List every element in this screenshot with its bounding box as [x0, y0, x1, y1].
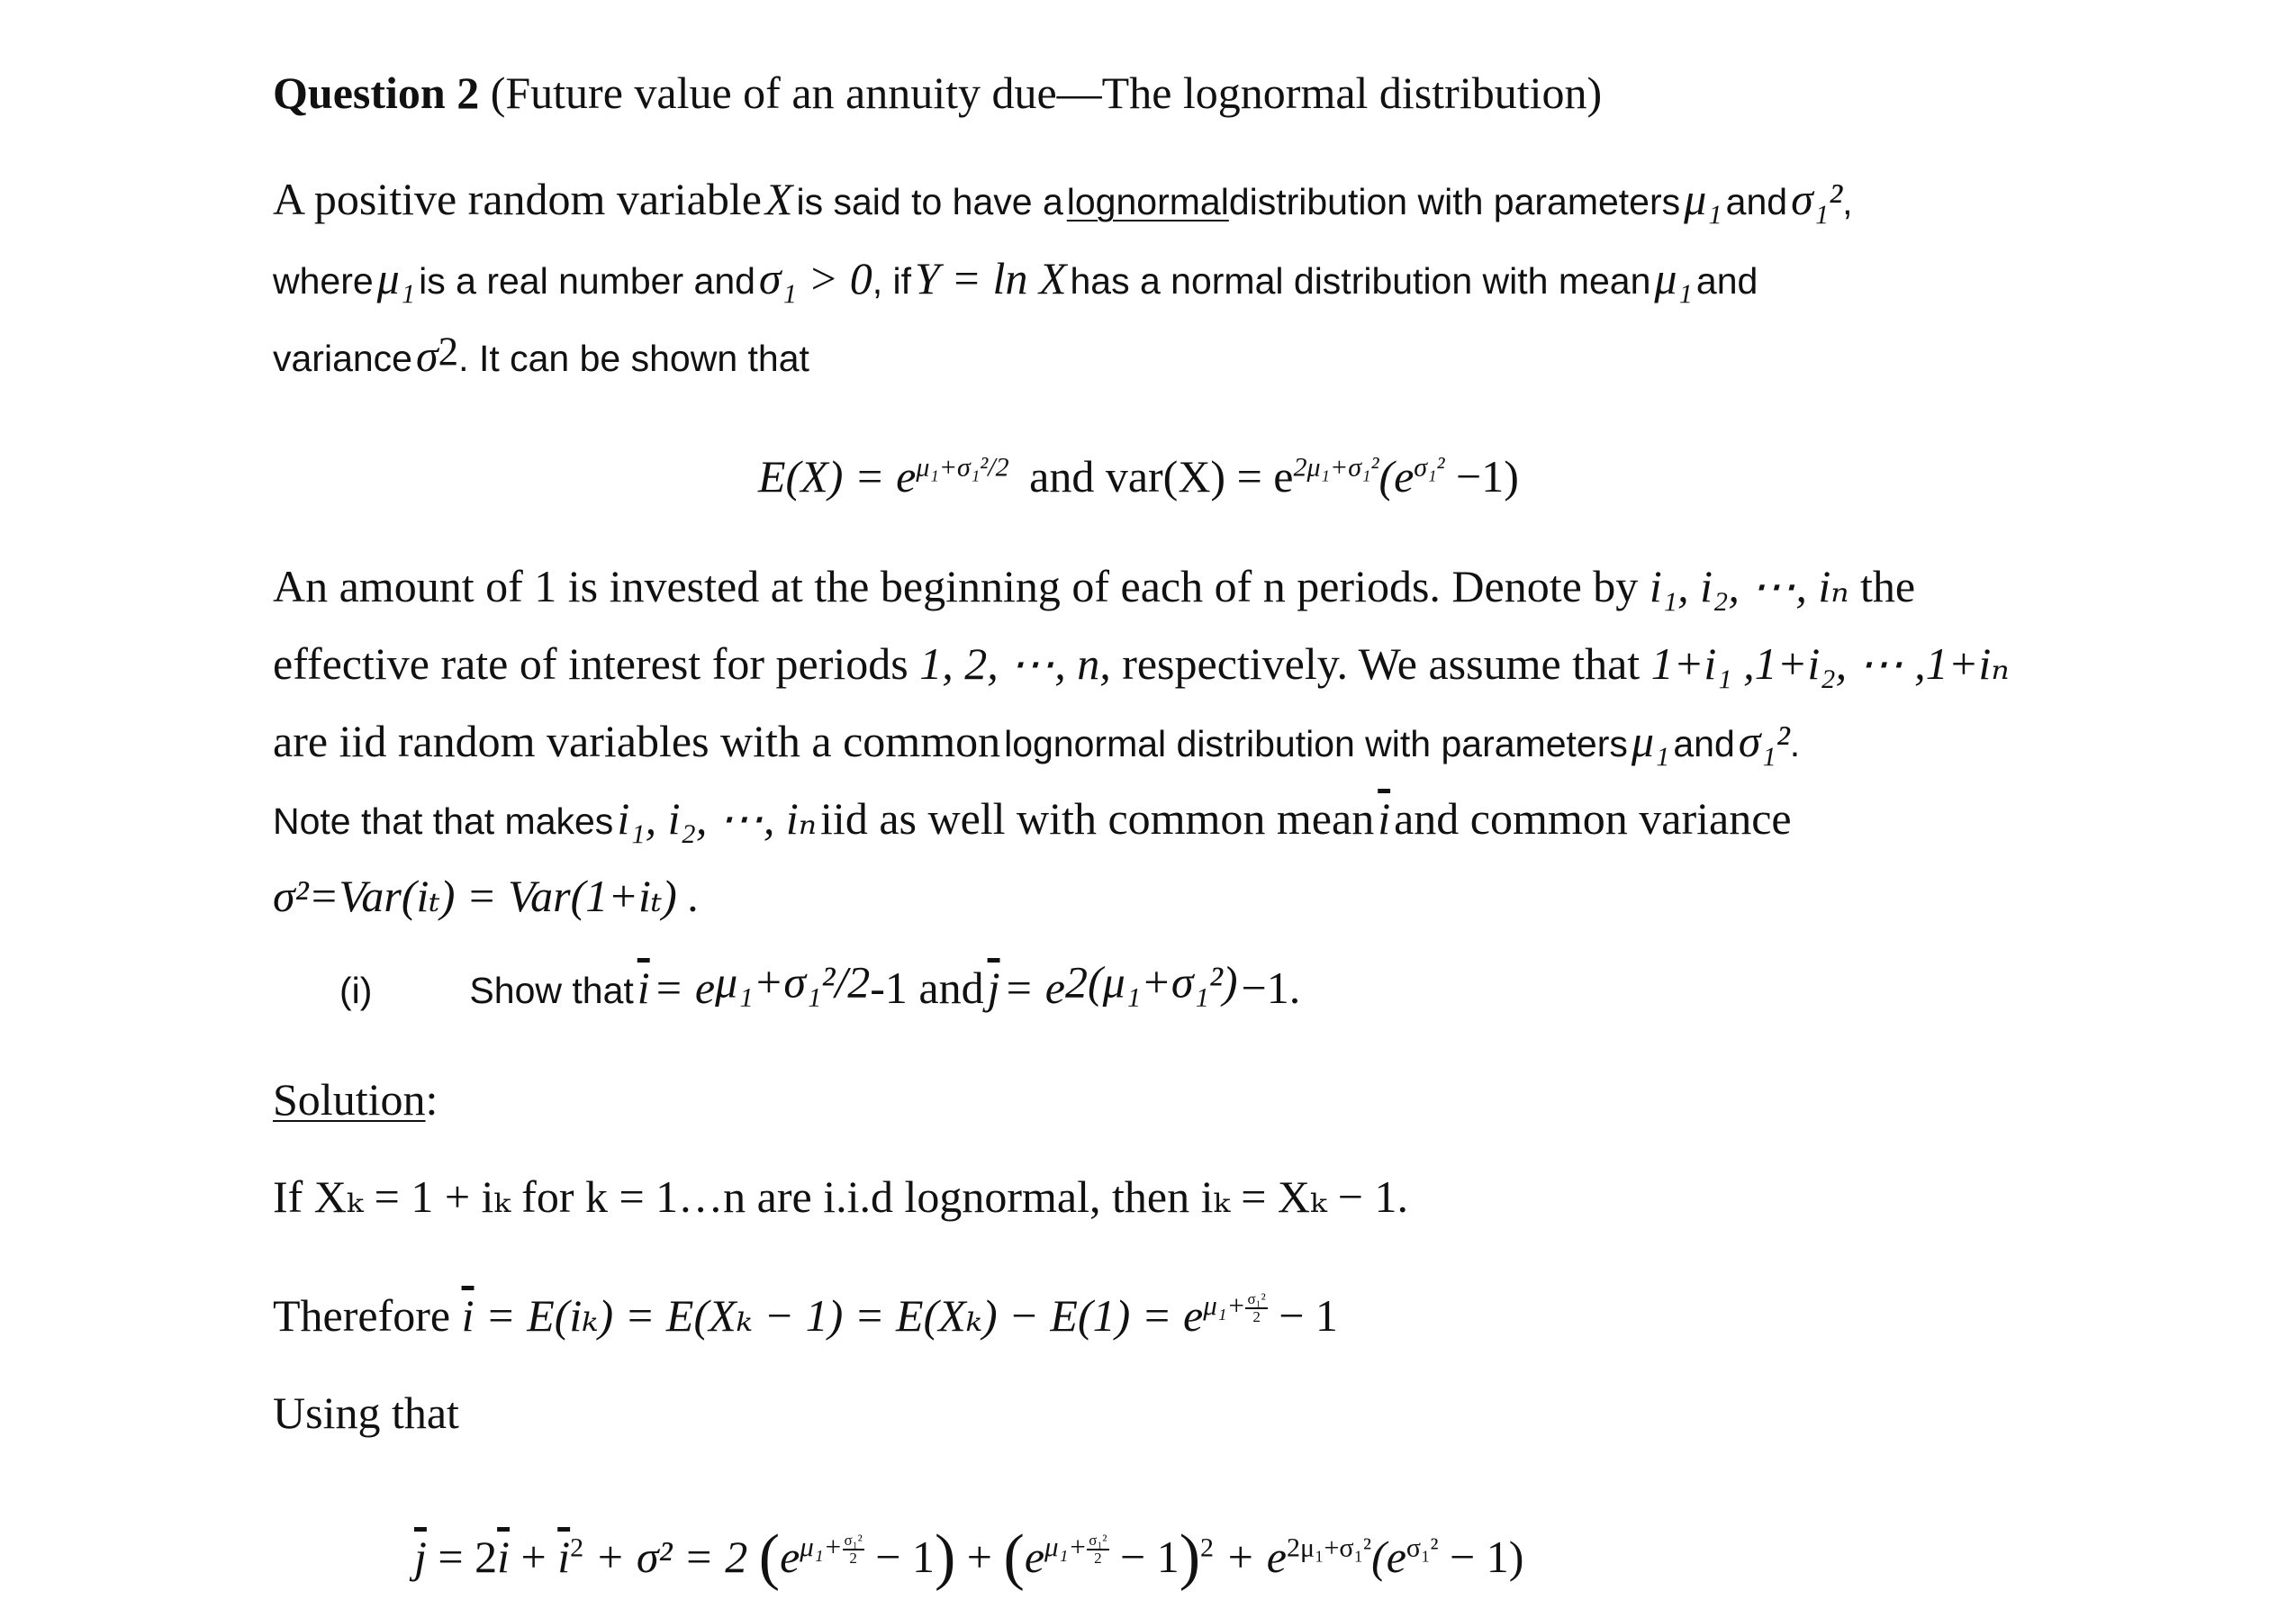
math-sigma1-squared: σ₁²	[1791, 174, 1843, 224]
text: ,	[1842, 181, 1853, 222]
text: variance	[273, 338, 412, 379]
math-sigma1-squared: σ₁²	[1738, 716, 1790, 766]
math-interest-sequence: i₁, i₂, ⋯, iₙ	[1649, 561, 1849, 611]
paragraph-6	[273, 715, 1800, 767]
text: An amount of 1 is invested at the beginning of each of n periods. Denote by	[273, 561, 1639, 611]
question-title: (Future value of an annuity due—The lognormal distribution)	[490, 68, 1603, 118]
text: Note that that makes	[273, 800, 614, 842]
math-e: e	[780, 1532, 800, 1582]
paren-open: (	[1003, 1523, 1025, 1592]
paren-close: )	[1179, 1523, 1201, 1592]
question-number: Question 2	[273, 68, 480, 118]
text: +	[520, 1532, 547, 1582]
formula-tail: (e	[1379, 451, 1415, 502]
solution-line-1	[273, 1171, 1408, 1223]
solution-line-2	[273, 1289, 1338, 1342]
fraction-denominator: 2	[1252, 1308, 1261, 1326]
text: − 1	[875, 1532, 935, 1582]
text: distribution with parameters	[1228, 181, 1681, 222]
math-exponent	[1044, 1531, 1109, 1568]
math-fraction	[843, 1532, 864, 1567]
fraction-numerator: σ₁²	[1089, 1532, 1107, 1550]
text: − 1	[1279, 1290, 1338, 1341]
solution-label: Solution	[273, 1074, 426, 1125]
math-expectation-chain: = E(iₖ) = E(Xₖ − 1) = E(Xₖ) − E(1) = e	[484, 1290, 1204, 1341]
solution-line-4-j-bar	[414, 1522, 1523, 1594]
item-label: (i)	[339, 970, 373, 1011]
fraction-numerator: σ₁²	[1247, 1290, 1266, 1308]
text: has a normal distribution with mean	[1070, 260, 1651, 302]
formula-mean-variance	[758, 450, 1519, 502]
math-exponent	[1203, 1289, 1268, 1326]
question-heading	[273, 67, 1602, 119]
lognormal-link[interactable]: lognormal	[1066, 181, 1229, 222]
text: −1.	[1241, 963, 1301, 1013]
solution-line-3	[273, 1387, 459, 1439]
fraction-numerator: σ₁²	[844, 1532, 863, 1550]
formula-exponent: 2μ₁+σ₁²	[1293, 452, 1379, 483]
math-tail: + e	[1225, 1532, 1287, 1582]
text: Therefore	[273, 1290, 451, 1341]
math-exponent-mu: μ₁+	[1203, 1289, 1246, 1322]
math-sigma: σ	[415, 330, 438, 381]
math-periods: 1, 2, ⋯, n,	[919, 638, 1111, 689]
text: = 2	[438, 1532, 498, 1582]
math-exponent-mu: μ₁+	[800, 1531, 843, 1563]
math-x: X	[764, 174, 793, 224]
math-j-bar: $\overline{j}$	[987, 963, 1000, 1013]
text: is said to have a	[796, 181, 1063, 222]
formula-rhs: var(X) = e	[1105, 451, 1294, 502]
item-i	[339, 956, 1301, 1014]
paragraph-2	[273, 252, 1758, 304]
math-superscript: 2	[438, 329, 459, 375]
text: , if	[872, 260, 911, 302]
math-exponent: σ₁²	[1406, 1532, 1439, 1563]
text: − 1	[1120, 1532, 1180, 1582]
fraction-denominator: 2	[849, 1550, 857, 1568]
text: respectively. We assume that	[1122, 638, 1641, 689]
text: and	[1673, 723, 1735, 764]
math-mu1: μ₁	[1684, 174, 1722, 224]
text: lognormal distribution with parameters	[1004, 723, 1628, 764]
text: + σ² = 2	[594, 1532, 748, 1582]
math-i-bar: $\overline{i}$	[1378, 793, 1391, 844]
math-superscript: 2	[570, 1532, 584, 1563]
text: where	[273, 260, 374, 302]
math-e: e	[1024, 1532, 1045, 1582]
math-j-bar: $\overline{j}$	[414, 1532, 427, 1582]
paren-close: )	[934, 1523, 956, 1592]
paragraph-8-variance-definition	[273, 870, 700, 922]
math-variance: σ²=Var(iₜ) = Var(1+iₜ) .	[273, 871, 700, 921]
text: :	[425, 1074, 438, 1125]
math-text: If Xₖ = 1 + iₖ for k = 1…n are i.i.d lognormal, then iₖ = Xₖ − 1.	[273, 1171, 1408, 1222]
math-growth-sequence: 1+i₁ ,1+i₂, ⋯ ,1+iₙ	[1650, 638, 2010, 689]
math-y-equals-ln-x: Y = ln X	[915, 253, 1067, 303]
fraction-denominator: 2	[1094, 1550, 1102, 1568]
math-tail: (e	[1371, 1532, 1406, 1582]
math-exponent: 2μ₁+σ₁²	[1286, 1532, 1372, 1563]
math-tail: − 1)	[1450, 1532, 1524, 1582]
math-equals-e: = e	[1003, 963, 1065, 1013]
formula-lhs: E(X) = e	[758, 451, 917, 502]
text: .	[1789, 723, 1801, 764]
math-equals-e: = e	[653, 963, 716, 1013]
math-i-bar: $\overline{i}$	[461, 1290, 475, 1341]
math-exponent: μ₁+σ₁²/2	[715, 956, 871, 1008]
math-mu1: μ₁	[1654, 253, 1693, 303]
paragraph-7	[273, 792, 1792, 845]
paragraph-5	[273, 637, 2010, 690]
text: -1 and	[870, 963, 984, 1013]
math-i-bar: $\overline{i}$	[497, 1532, 511, 1582]
paren-open: (	[758, 1523, 781, 1592]
math-mu1: μ₁	[376, 253, 416, 303]
paragraph-1	[273, 173, 1853, 225]
paragraph-3	[273, 330, 809, 382]
math-exponent: 2(μ₁+σ₁²)	[1064, 956, 1238, 1008]
math-fraction	[1087, 1532, 1108, 1567]
text: effective rate of interest for periods	[273, 638, 908, 689]
math-mu1: μ₁	[1631, 716, 1670, 766]
text: . It can be shown that	[458, 338, 809, 379]
text: Using that	[273, 1388, 459, 1438]
math-fraction	[1245, 1291, 1267, 1325]
math-superscript: 2	[1200, 1532, 1215, 1563]
text: the	[1860, 561, 1916, 611]
text: iid as well with common mean	[820, 793, 1375, 844]
text: and	[1725, 181, 1788, 222]
formula-exponent: σ₁²	[1414, 452, 1445, 483]
text: and	[1695, 260, 1758, 302]
text: A positive random variable	[273, 174, 762, 224]
text: Show that	[469, 970, 634, 1011]
text: +	[966, 1532, 992, 1582]
math-i-bar: $\overline{i}$	[557, 1532, 571, 1582]
text: and common variance	[1394, 793, 1792, 844]
text: are iid random variables with a common	[273, 716, 1001, 766]
math-exponent-mu: μ₁+	[1044, 1531, 1088, 1563]
formula-tail: −1)	[1456, 451, 1519, 502]
math-exponent	[800, 1531, 864, 1568]
formula-exponent: μ₁+σ₁²/2	[916, 452, 1009, 483]
text: is a real number and	[419, 260, 755, 302]
math-i-bar: $\overline{i}$	[637, 963, 650, 1013]
math-sigma-positive: σ₁ > 0	[758, 253, 872, 303]
paragraph-4	[273, 560, 1915, 612]
formula-and: and	[1029, 451, 1095, 502]
math-interest-sequence: i₁, i₂, ⋯, iₙ	[617, 793, 818, 844]
solution-heading	[273, 1073, 438, 1125]
